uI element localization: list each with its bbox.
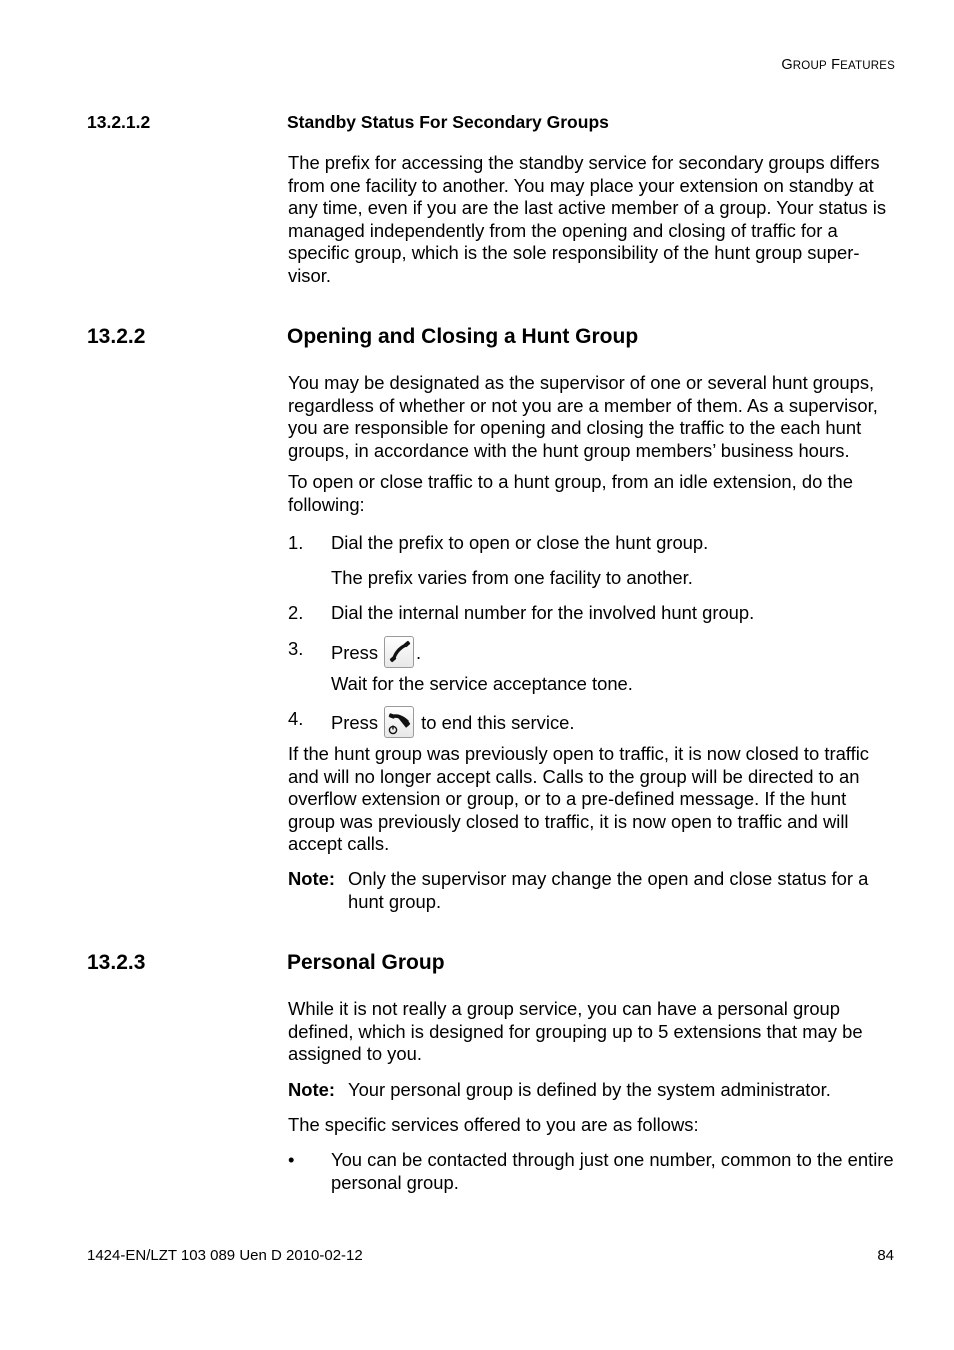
note-label: Note: (288, 868, 335, 889)
running-header: GROUP FEATURES (781, 57, 895, 73)
step-text: Dial the internal number for the involved hunt group. (331, 602, 755, 623)
section-number: 13.2.1.2 (87, 112, 151, 132)
section-title: Opening and Closing a Hunt Group (287, 325, 639, 348)
section-number: 13.2.3 (87, 951, 146, 974)
step-subtext: Wait for the service acceptance tone. (331, 673, 633, 694)
on-hook-key-icon (384, 706, 414, 738)
off-hook-key-icon (384, 636, 414, 668)
step-text: Press to end this service. (331, 708, 896, 740)
footer-document-id: 1424-EN/LZT 103 089 Uen D 2010-02-12 (87, 1247, 363, 1264)
note-text: Your personal group is defined by the system administrator. (348, 1079, 831, 1100)
body-paragraph: While it is not really a group service, you can have a personal group defined, which is designed for grouping up to 5 extensions that may be assigned to you. (288, 998, 863, 1065)
step-subtext: The prefix varies from one facility to another. (331, 567, 693, 588)
body-paragraph: To open or close traffic to a hunt group, from an idle extension, do the following: (288, 471, 854, 515)
section-title: Personal Group (287, 951, 445, 974)
step-text: Press . (331, 638, 896, 670)
step-number: 3. (288, 638, 304, 659)
bullet-item: You can be contacted through just one number, common to the entire personal group. (331, 1149, 894, 1193)
step-number: 2. (288, 602, 304, 623)
note-label: Note: (288, 1079, 335, 1100)
bullet-symbol: • (288, 1149, 295, 1170)
step-number: 1. (288, 532, 304, 553)
step-text: Dial the prefix to open or close the hunt group. (331, 532, 709, 553)
body-paragraph: If the hunt group was previously open to traffic, it is now closed to traffic and will no longer accept calls. Calls to the group will be directed to an overflow extension or group, or to a pre-defined message. If the hunt group was previously closed to traffic, it is now open to traffic and will accept calls. (288, 743, 869, 855)
section-number: 13.2.2 (87, 325, 146, 348)
section-title: Standby Status For Secondary Groups (287, 112, 609, 132)
step-number: 4. (288, 708, 304, 729)
body-paragraph: You may be designated as the supervisor of one or several hunt groups, regardless of whether or not you are a member of them. As a supervisor, you are responsible for opening and closing the traffic to the each hunt groups, in accordance with the hunt group members’ business hours. (288, 372, 878, 461)
body-paragraph: The specific services offered to you are as follows: (288, 1114, 699, 1135)
note-text: Only the supervisor may change the open and close status for a hunt group. (348, 868, 869, 912)
page-number: 84 (877, 1247, 894, 1264)
body-paragraph: The prefix for accessing the standby service for secondary groups differs from one facility to another. You may place your extension on standby at any time, even if you are the last active member of a group. Your status is managed independently from the opening and closing of traffic for a specific group, which is the sole responsibility of the hunt group super- visor. (288, 152, 887, 286)
